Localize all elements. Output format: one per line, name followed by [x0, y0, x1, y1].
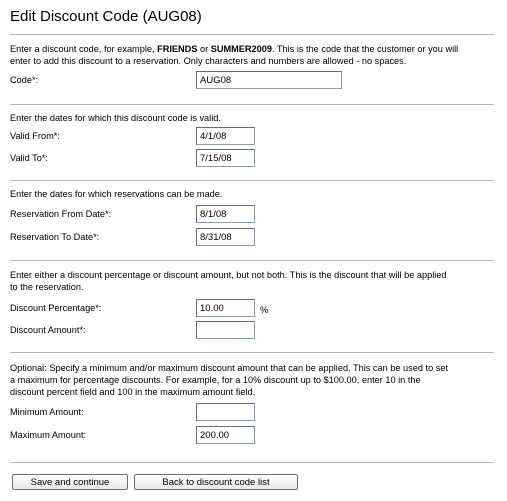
code-intro-line-2: enter to add this discount to a reservation. Only characters and numbers are allowed - no spaces. [10, 56, 407, 66]
page-title: Edit Discount Code (AUG08) [10, 8, 202, 25]
discount-percentage-label: Discount Percentage*: [10, 303, 102, 313]
code-intro-or: or [197, 44, 211, 54]
valid-dates-section [10, 104, 494, 175]
maximum-amount-label: Maximum Amount: [10, 430, 87, 440]
reservation-from-label: Reservation From Date*: [10, 209, 112, 219]
percent-unit: % [260, 305, 269, 316]
limits-section [10, 352, 494, 453]
discount-percentage-row [10, 299, 494, 317]
reservation-from-input[interactable] [196, 205, 255, 223]
reservation-dates-section [10, 180, 494, 251]
reservation-to-input[interactable] [196, 228, 255, 246]
actions-divider [10, 462, 494, 463]
valid-from-row [10, 127, 494, 145]
reservation-dates-intro: Enter the dates for which reservations can be made. [10, 189, 223, 199]
code-intro-text-1: Enter a discount code, for example, [10, 44, 158, 54]
valid-dates-intro: Enter the dates for which this discount code is valid. [10, 113, 221, 123]
back-to-discount-list-button[interactable]: Back to discount code list [134, 474, 298, 490]
limits-intro-line-3: discount percent field and 100 in the maximum amount field. [10, 387, 256, 397]
code-row [10, 71, 494, 89]
code-example-friends: FRIENDS [157, 44, 198, 54]
reservation-to-label: Reservation To Date*: [10, 232, 100, 242]
discount-intro-line-1: Enter either a discount percentage or discount amount, but not both. This is the discount that will be applied [10, 270, 447, 280]
valid-to-row [10, 149, 494, 167]
maximum-amount-row [10, 426, 494, 444]
valid-to-input[interactable] [196, 149, 255, 167]
code-intro-text-2: . This is the code that the customer or you will [271, 44, 459, 54]
code-intro [10, 43, 458, 55]
minimum-amount-row [10, 403, 494, 421]
code-example-summer2009: SUMMER2009 [210, 44, 272, 54]
code-section [10, 34, 494, 95]
discount-amount-input[interactable] [196, 321, 255, 339]
save-and-continue-button[interactable]: Save and continue [12, 474, 128, 490]
discount-amount-label: Discount Amount*: [10, 325, 86, 335]
maximum-amount-input[interactable] [196, 426, 255, 444]
discount-percentage-input[interactable] [196, 299, 255, 317]
limits-intro-line-2: a maximum for percentage discounts. For example, for a 10% discount up to $100.00, enter 10 in the [10, 375, 421, 385]
code-label: Code*: [10, 75, 39, 85]
valid-from-input[interactable] [196, 127, 255, 145]
valid-to-label: Valid To*: [10, 153, 48, 163]
discount-section [10, 260, 494, 341]
discount-intro-line-2: to the reservation. [10, 282, 84, 292]
code-input[interactable] [196, 71, 342, 89]
valid-from-label: Valid From*: [10, 131, 60, 141]
minimum-amount-label: Minimum Amount: [10, 407, 84, 417]
discount-amount-row [10, 321, 494, 339]
reservation-from-row [10, 205, 494, 223]
limits-intro-line-1: Optional: Specify a minimum and/or maximum discount amount that can be applied. This can be used to set [10, 363, 448, 373]
minimum-amount-input[interactable] [196, 403, 255, 421]
reservation-to-row [10, 228, 494, 246]
